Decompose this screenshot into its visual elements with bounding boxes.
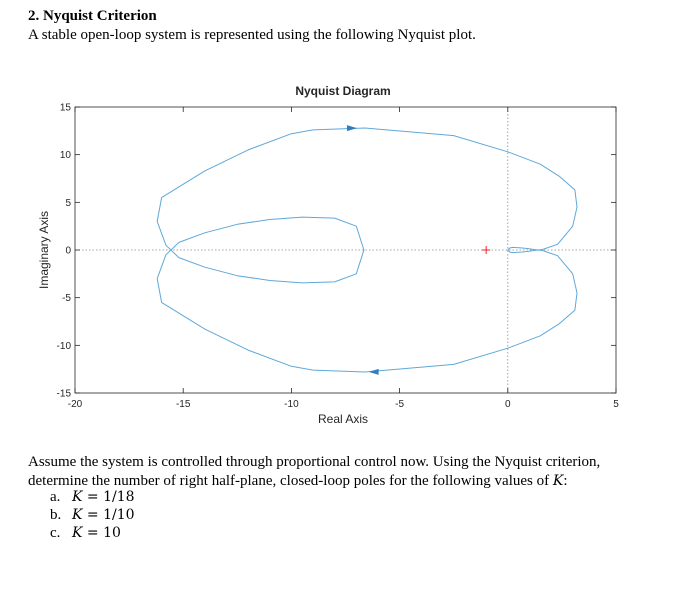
x-tick-label: -5 xyxy=(395,399,405,410)
y-tick-label: -10 xyxy=(56,340,71,352)
y-tick-label: 0 xyxy=(65,245,71,257)
y-axis-label: Imaginary Axis xyxy=(37,210,51,290)
option-equals: = xyxy=(82,525,104,541)
y-tick-labels xyxy=(57,103,72,400)
x-axis-label: Real Axis xyxy=(317,412,369,426)
option-value: 10 xyxy=(103,525,121,541)
x-tick-label: -15 xyxy=(175,399,191,410)
option-c xyxy=(50,525,121,542)
option-variable: K xyxy=(72,489,83,505)
y-tick-label: 10 xyxy=(59,150,71,162)
y-tick-label: 5 xyxy=(65,197,71,209)
x-tick-label: 0 xyxy=(505,399,511,410)
option-value: 1/10 xyxy=(103,507,135,523)
y-tick-label: -5 xyxy=(62,293,71,305)
question-line-1: Assume the system is controlled through proportional control now. Using the Nyquist criterion, xyxy=(28,454,601,470)
option-letter: b. xyxy=(50,507,62,523)
chart-title: Nyquist Diagram xyxy=(295,84,391,98)
option-a xyxy=(50,489,135,506)
option-variable: K xyxy=(72,525,83,541)
question-variable: K xyxy=(552,473,564,489)
problem-heading: 2. Nyquist Criterion xyxy=(28,8,157,24)
option-variable: K xyxy=(72,507,83,523)
x-tick-label: -10 xyxy=(284,399,299,410)
y-tick-label: 15 xyxy=(59,102,71,114)
question-line-2: determine the number of right half-plane, closed-loop poles for the following values of xyxy=(28,473,550,489)
x-tick-labels xyxy=(68,399,619,410)
question-end: : xyxy=(563,473,568,489)
option-letter: c. xyxy=(50,525,61,541)
option-equals: = xyxy=(82,489,104,505)
question-text xyxy=(28,453,678,491)
problem-intro: A stable open-loop system is represented using the following Nyquist plot. xyxy=(28,27,476,43)
option-b xyxy=(50,507,135,524)
x-tick-label: -20 xyxy=(67,399,83,410)
option-value: 1/18 xyxy=(103,489,135,505)
y-tick-label: -15 xyxy=(56,388,71,400)
option-letter: a. xyxy=(50,489,61,505)
x-tick-label: 5 xyxy=(613,399,619,410)
option-equals: = xyxy=(82,507,104,523)
